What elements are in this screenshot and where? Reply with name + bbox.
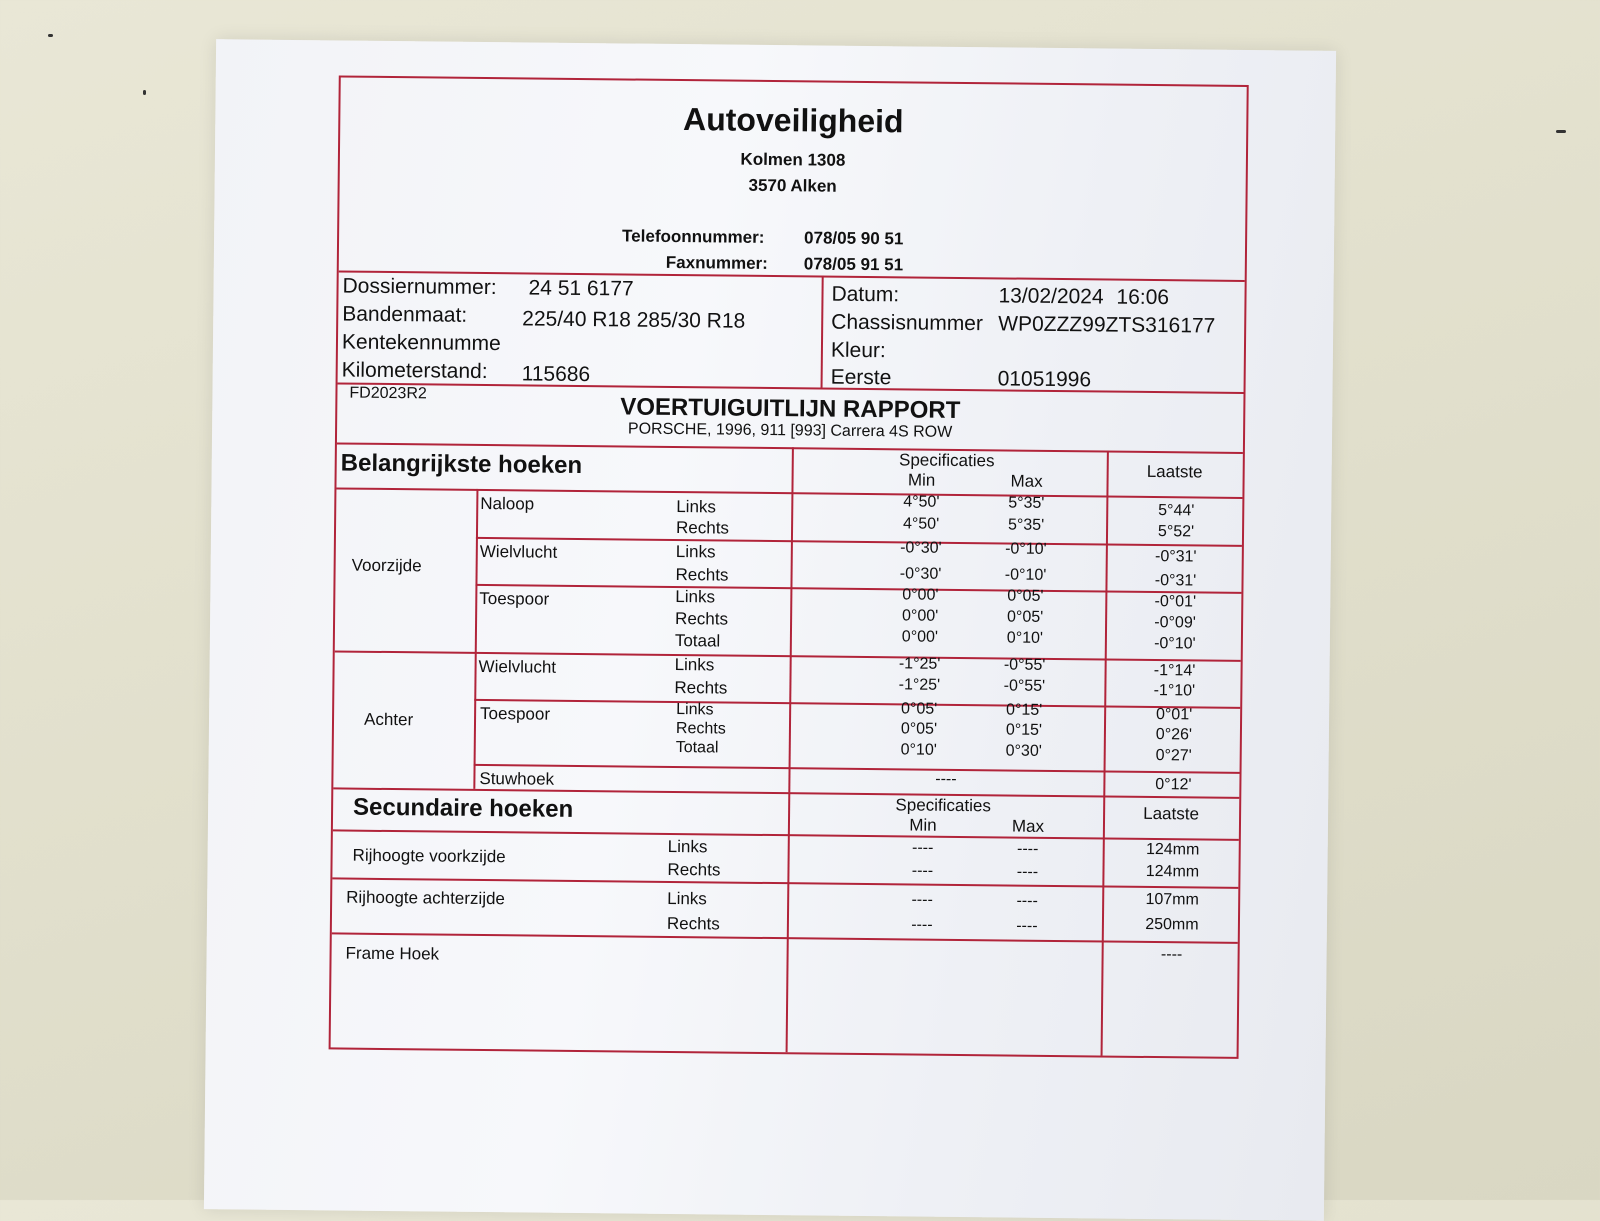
min-header: Min	[909, 815, 937, 835]
last-value: -1°10'	[1153, 682, 1196, 700]
side-label: Rechts	[675, 609, 729, 629]
frame-angle-label: Frame Hoek	[345, 943, 440, 964]
max-value: ----	[1016, 917, 1038, 935]
max-header: Max	[1011, 816, 1045, 836]
max-value: -0°10'	[1004, 566, 1047, 584]
max-value: -0°55'	[1003, 677, 1046, 695]
last-value: -0°01'	[1154, 593, 1197, 611]
background-speck	[48, 34, 53, 37]
spec-header: Specificaties	[895, 795, 991, 816]
rear-camber-label: Wielvlucht	[478, 656, 557, 677]
phone-value: 078/05 90 51	[804, 228, 904, 249]
company-city: 3570 Alken	[748, 175, 837, 196]
max-value: -0°10'	[1005, 540, 1047, 558]
min-value: 0°05'	[901, 700, 938, 718]
max-value: 0°30'	[1005, 742, 1042, 760]
company-street: Kolmen 1308	[740, 149, 846, 170]
side-label: Rechts	[675, 720, 726, 738]
spec-header: Specificaties	[898, 450, 995, 471]
frame-angle-last: ----	[1160, 946, 1183, 964]
min-value: -0°30'	[899, 565, 942, 583]
min-value: 0°00'	[901, 607, 939, 625]
last-value: 0°26'	[1155, 726, 1193, 744]
min-value: ----	[911, 891, 933, 909]
max-value: 0°15'	[1006, 701, 1043, 719]
max-value: 0°10'	[1006, 629, 1044, 647]
vehicle-description: PORSCHE, 1996, 911 [993] Carrera 4S ROW	[627, 420, 953, 441]
side-label: Links	[667, 836, 708, 857]
last-value: 5°52'	[1157, 523, 1195, 541]
mileage-value: 115686	[521, 362, 591, 387]
last-header: Laatste	[1143, 803, 1200, 824]
thrust-angle-label: Stuwhoek	[479, 768, 555, 789]
report-title: VOERTUIGUITLIJN RAPPORT	[620, 393, 961, 424]
last-value: -0°09'	[1154, 614, 1196, 632]
min-value: 0°00'	[901, 628, 939, 646]
last-value: 124mm	[1145, 840, 1200, 859]
phone-label: Telefoonnummer:	[622, 226, 765, 247]
max-value: 5°35'	[1008, 494, 1045, 512]
divider	[1103, 451, 1109, 796]
license-label: Kentekennumme	[341, 330, 501, 356]
divider	[786, 792, 791, 1052]
last-value: 124mm	[1145, 862, 1200, 881]
first-registration-value: 01051996	[997, 367, 1092, 392]
side-label: Links	[674, 655, 715, 675]
chassis-value: WP0ZZZ99ZTS316177	[998, 312, 1216, 338]
last-value: 5°44'	[1158, 502, 1195, 520]
fax-label: Faxnummer:	[665, 252, 768, 273]
min-value: 0°00'	[902, 586, 939, 604]
tire-size-label: Bandenmaat:	[342, 302, 468, 327]
max-value: 0°05'	[1007, 587, 1044, 605]
secondary-heading: Secundaire hoeken	[352, 793, 574, 823]
last-value: -0°10'	[1154, 635, 1196, 653]
last-value: -0°31'	[1154, 572, 1197, 590]
report-code: FD2023R2	[349, 384, 427, 403]
background-speck	[143, 90, 146, 95]
mileage-label: Kilometerstand:	[341, 358, 488, 384]
time-value: 16:06	[1116, 285, 1170, 310]
side-label: Rechts	[674, 678, 728, 698]
side-label: Links	[676, 497, 717, 517]
side-label: Rechts	[675, 518, 730, 538]
max-value: 0°05'	[1006, 608, 1044, 626]
min-value: ----	[911, 862, 934, 880]
rear-toe-label: Toespoor	[480, 703, 551, 724]
last-header: Laatste	[1146, 461, 1203, 482]
dossier-value: 24 51 6177	[528, 276, 634, 301]
ride-height-front-label: Rijhoogte voorkzijde	[352, 845, 506, 867]
first-registration-label: Eerste	[830, 365, 892, 390]
min-value: 4°50'	[902, 515, 940, 533]
date-label: Datum:	[831, 282, 900, 307]
primary-heading: Belangrijkste hoeken	[340, 449, 583, 480]
divider	[473, 489, 478, 789]
min-value: -1°25'	[898, 676, 941, 694]
last-value: -0°31'	[1154, 548, 1197, 566]
thrust-spec: ----	[935, 770, 957, 788]
min-value: -1°25'	[898, 655, 941, 673]
side-label: Links	[676, 701, 714, 719]
side-label: Links	[667, 888, 707, 909]
front-group-label: Voorzijde	[351, 555, 422, 576]
min-value: ----	[911, 916, 933, 934]
thrust-last: 0°12'	[1155, 776, 1192, 794]
last-value: 107mm	[1145, 890, 1199, 909]
side-label: Links	[675, 542, 716, 562]
side-label: Rechts	[667, 859, 721, 880]
min-value: 4°50'	[903, 493, 940, 511]
company-name: Autoveiligheid	[682, 101, 904, 140]
min-value: ----	[911, 839, 934, 857]
last-value: 250mm	[1145, 915, 1199, 934]
side-label: Rechts	[666, 913, 720, 934]
max-value: ----	[1016, 863, 1039, 881]
min-value: 0°05'	[900, 720, 938, 738]
total-label: Totaal	[674, 631, 721, 651]
chassis-label: Chassisnummer	[831, 310, 984, 336]
background-speck	[1556, 130, 1566, 133]
color-label: Kleur:	[830, 338, 886, 363]
min-header: Min	[907, 470, 936, 490]
last-value: 0°01'	[1155, 706, 1193, 724]
max-value: 5°35'	[1007, 516, 1045, 534]
front-camber-label: Wielvlucht	[479, 541, 558, 562]
caster-label: Naloop	[480, 493, 535, 514]
side-label: Links	[675, 587, 716, 607]
max-value: ----	[1016, 840, 1039, 858]
rear-group-label: Achter	[363, 709, 414, 730]
max-value: ----	[1016, 892, 1038, 910]
front-toe-label: Toespoor	[479, 588, 550, 609]
dossier-label: Dossiernummer:	[342, 274, 497, 300]
ride-height-rear-label: Rijhoogte achterzijde	[346, 887, 506, 909]
alignment-report	[329, 75, 1249, 1058]
max-value: -0°55'	[1003, 656, 1046, 674]
min-value: 0°10'	[900, 741, 937, 759]
tire-size-value: 225/40 R18 285/30 R18	[522, 307, 746, 333]
max-header: Max	[1010, 471, 1043, 491]
side-label: Rechts	[675, 565, 729, 585]
divider	[788, 447, 794, 792]
min-value: -0°30'	[900, 539, 942, 557]
date-value: 13/02/2024	[998, 284, 1104, 309]
total-label: Totaal	[675, 739, 719, 757]
max-value: 0°15'	[1005, 721, 1043, 739]
divider	[821, 276, 824, 388]
last-value: 0°27'	[1155, 747, 1192, 765]
paper-sheet	[204, 39, 1336, 1221]
fax-value: 078/05 91 51	[803, 254, 904, 275]
divider	[1101, 795, 1106, 1055]
last-value: -1°14'	[1153, 662, 1196, 680]
